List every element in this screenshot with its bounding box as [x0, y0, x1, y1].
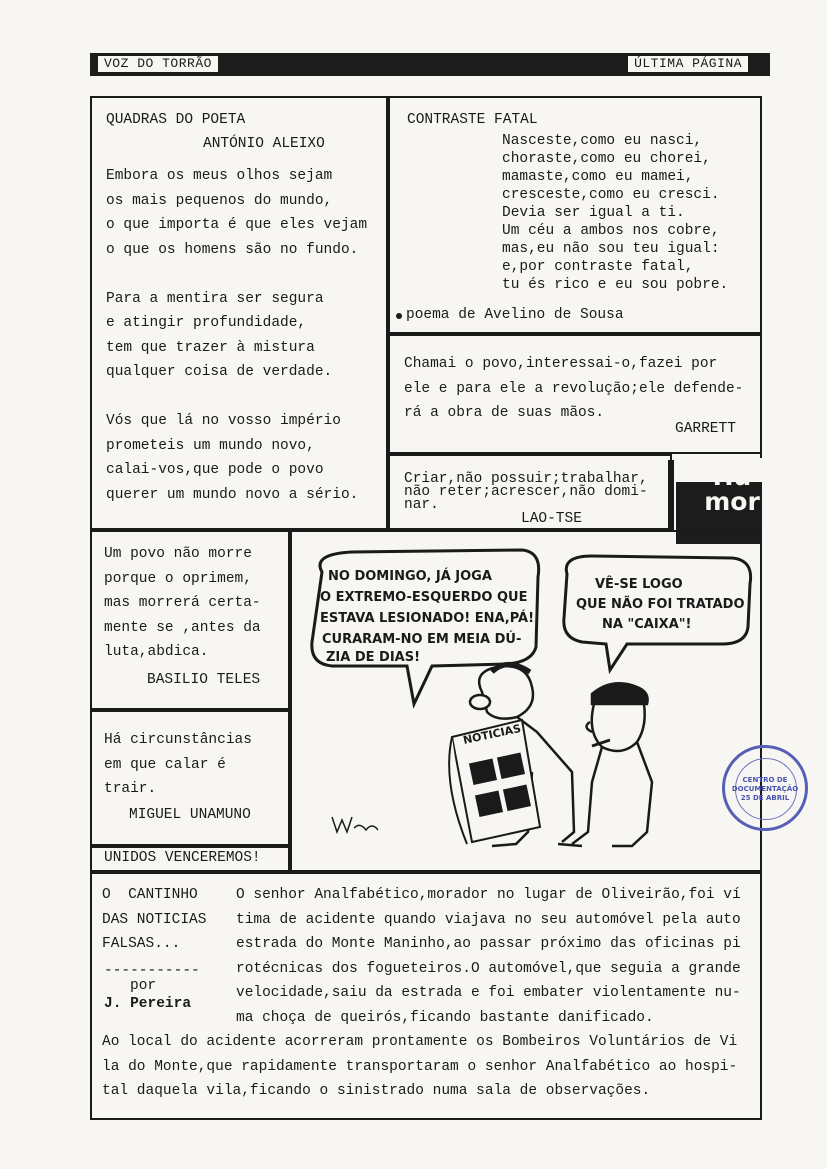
article-line: la do Monte,que rapidamente transportaram o senhor Analfabético ao hospi-: [102, 1058, 738, 1075]
speech-bubble-right: [564, 556, 751, 670]
contraste-credit: poema de Avelino de Sousa: [406, 307, 624, 323]
quote-line: não reter;acrescer,não domi-: [404, 484, 648, 500]
poem-line: [106, 262, 367, 287]
cantinho-article-bottom: [102, 1030, 737, 1104]
cantinho-title: [102, 883, 206, 957]
article-line: Ao local do acidente acorreram prontamente os Bombeiros Voluntários de Vi: [102, 1034, 738, 1050]
poem-line: os mais pequenos do mundo,: [106, 192, 333, 209]
poem-line: Para a mentira ser segura: [106, 290, 324, 307]
cantinho-article-top: [236, 883, 741, 1030]
quote-line: Criar,não possuir;trabalhar,: [404, 471, 648, 487]
poem-line: querer um mundo novo a sério.: [106, 486, 359, 503]
bubble-right-line: VÊ-SE LOGO: [595, 577, 683, 592]
bubble-left-line: ESTAVA LESIONADO! ENA,PÁ!: [320, 611, 535, 626]
poem-line: mamaste,como eu mamei,: [502, 169, 694, 185]
unidos-slogan: UNIDOS VENCEREMOS!: [104, 850, 261, 866]
quote-line: rá a obra de suas mãos.: [404, 405, 605, 421]
contraste-poem: [502, 132, 728, 294]
cantinho-by: por: [130, 978, 157, 994]
man-with-beret-figure: [572, 683, 652, 846]
poem-line: [106, 385, 367, 410]
quote-line: porque o oprimem,: [104, 570, 252, 587]
poem-line: e atingir profundidade,: [106, 315, 307, 331]
bullet-icon: [396, 313, 402, 319]
article-line: rotécnicas dos fogueteiros.O automóvel,que seguia a grande: [236, 960, 741, 977]
quote-line: mente se ,antes da: [104, 619, 261, 636]
article-line: ma choça de queirós,ficando bastante danificado.: [236, 1009, 654, 1026]
quote-line: Há circunstâncias: [104, 732, 252, 748]
poem-line: Devia ser igual a ti.: [502, 205, 685, 221]
poem-line: tu és rico e eu sou pobre.: [502, 277, 729, 293]
poem-line: e,por contraste fatal,: [502, 259, 694, 275]
article-line: velocidade,saiu da estrada e foi embater violentamente nu-: [236, 985, 741, 1001]
poem-line: mas,eu não sou teu igual:: [502, 241, 720, 257]
bubble-left-line: CURARAM-NO EM MEIA DÚ-: [322, 632, 522, 647]
poem-line: prometeis um mundo novo,: [106, 437, 315, 454]
garrett-quote: [404, 352, 743, 426]
unamuno-quote: [104, 728, 252, 802]
garrett-author: GARRETT: [675, 421, 736, 437]
quote-line: Um povo não morre: [104, 546, 252, 562]
article-line: O senhor Analfabético,morador no lugar de Oliveirão,foi ví: [236, 887, 741, 903]
stamp-text: CENTRO DE DOCUMENTAÇÃO 25 DE ABRIL: [731, 776, 799, 802]
cantinho-title-line: O CANTINHO: [102, 887, 198, 903]
poem-line: choraste,como eu chorei,: [502, 151, 711, 167]
bubble-left-line: ZIA DE DIAS!: [326, 650, 421, 665]
laotse-author: LAO-TSE: [521, 511, 582, 527]
teles-author: BASILIO TELES: [147, 672, 261, 688]
laotse-shadow: [668, 460, 674, 532]
article-line: estrada do Monte Maninho,ao passar próximo das oficinas pi: [236, 936, 741, 952]
quote-line: luta,abdica.: [104, 644, 209, 660]
quote-line: ele e para ele a revolução;ele defende-: [404, 380, 744, 397]
contraste-title: CONTRASTE FATAL: [407, 112, 538, 128]
cartoon-illustration: [292, 532, 760, 870]
poem-line: Nasceste,como eu nasci,: [502, 133, 703, 149]
quadras-author: ANTÓNIO ALEIXO: [203, 136, 325, 152]
quadras-poem: [106, 164, 367, 507]
poem-line: Embora os meus olhos sejam: [106, 168, 333, 184]
header-page-label: ÚLTIMA PÁGINA: [628, 56, 748, 72]
bubble-right-line: NA "CAIXA"!: [602, 617, 692, 632]
quote-line: trair.: [104, 781, 157, 797]
teles-quote: [104, 542, 261, 665]
cantinho-rule: -----------: [104, 963, 200, 979]
newspaper-icon: [449, 720, 540, 844]
poem-line: calai-vos,que pode o povo: [106, 462, 324, 478]
cantinho-title-line: FALSAS...: [102, 936, 181, 952]
header-publication-name: VOZ DO TORRÃO: [98, 56, 218, 72]
header-bar: [90, 53, 770, 76]
bubble-right-line: QUE NÃO FOI TRATADO: [576, 597, 745, 612]
poem-line: Um céu a ambos nos cobre,: [502, 223, 720, 239]
bubble-left-line: NO DOMINGO, JÁ JOGA: [328, 569, 492, 584]
poem-line: o que importa é que eles vejam: [106, 217, 368, 233]
poem-line: qualquer coisa de verdade.: [106, 364, 333, 380]
newspaper-masthead: NOTICIAS: [461, 722, 523, 747]
article-line: tal daquela vila,ficando o sinistrado numa sala de observações.: [102, 1083, 651, 1099]
article-line: tima de acidente quando viajava no seu automóvel pela auto: [236, 911, 741, 928]
archive-stamp: [722, 745, 808, 831]
poem-line: Vós que lá no vosso império: [106, 413, 341, 429]
bubble-left-line: O EXTREMO-ESQUERDO QUE: [320, 590, 528, 605]
poem-line: tem que trazer à mistura: [106, 339, 315, 356]
quote-line: nar.: [404, 497, 439, 513]
poem-line: o que os homens são no fundo.: [106, 241, 359, 258]
quadras-title: QUADRAS DO POETA: [106, 112, 246, 128]
cantinho-author: J. Pereira: [104, 996, 192, 1012]
quote-line: em que calar é: [104, 756, 226, 773]
humor-badge-text: Hu mor: [704, 462, 760, 516]
poem-line: cresceste,como eu cresci.: [502, 187, 720, 203]
quote-line: mas morrerá certa-: [104, 595, 261, 611]
cantinho-title-line: DAS NOTICIAS: [102, 911, 207, 928]
quote-line: Chamai o povo,interessai-o,fazei por: [404, 356, 718, 372]
artist-signature: [332, 817, 378, 832]
unamuno-author: MIGUEL UNAMUNO: [129, 807, 251, 823]
